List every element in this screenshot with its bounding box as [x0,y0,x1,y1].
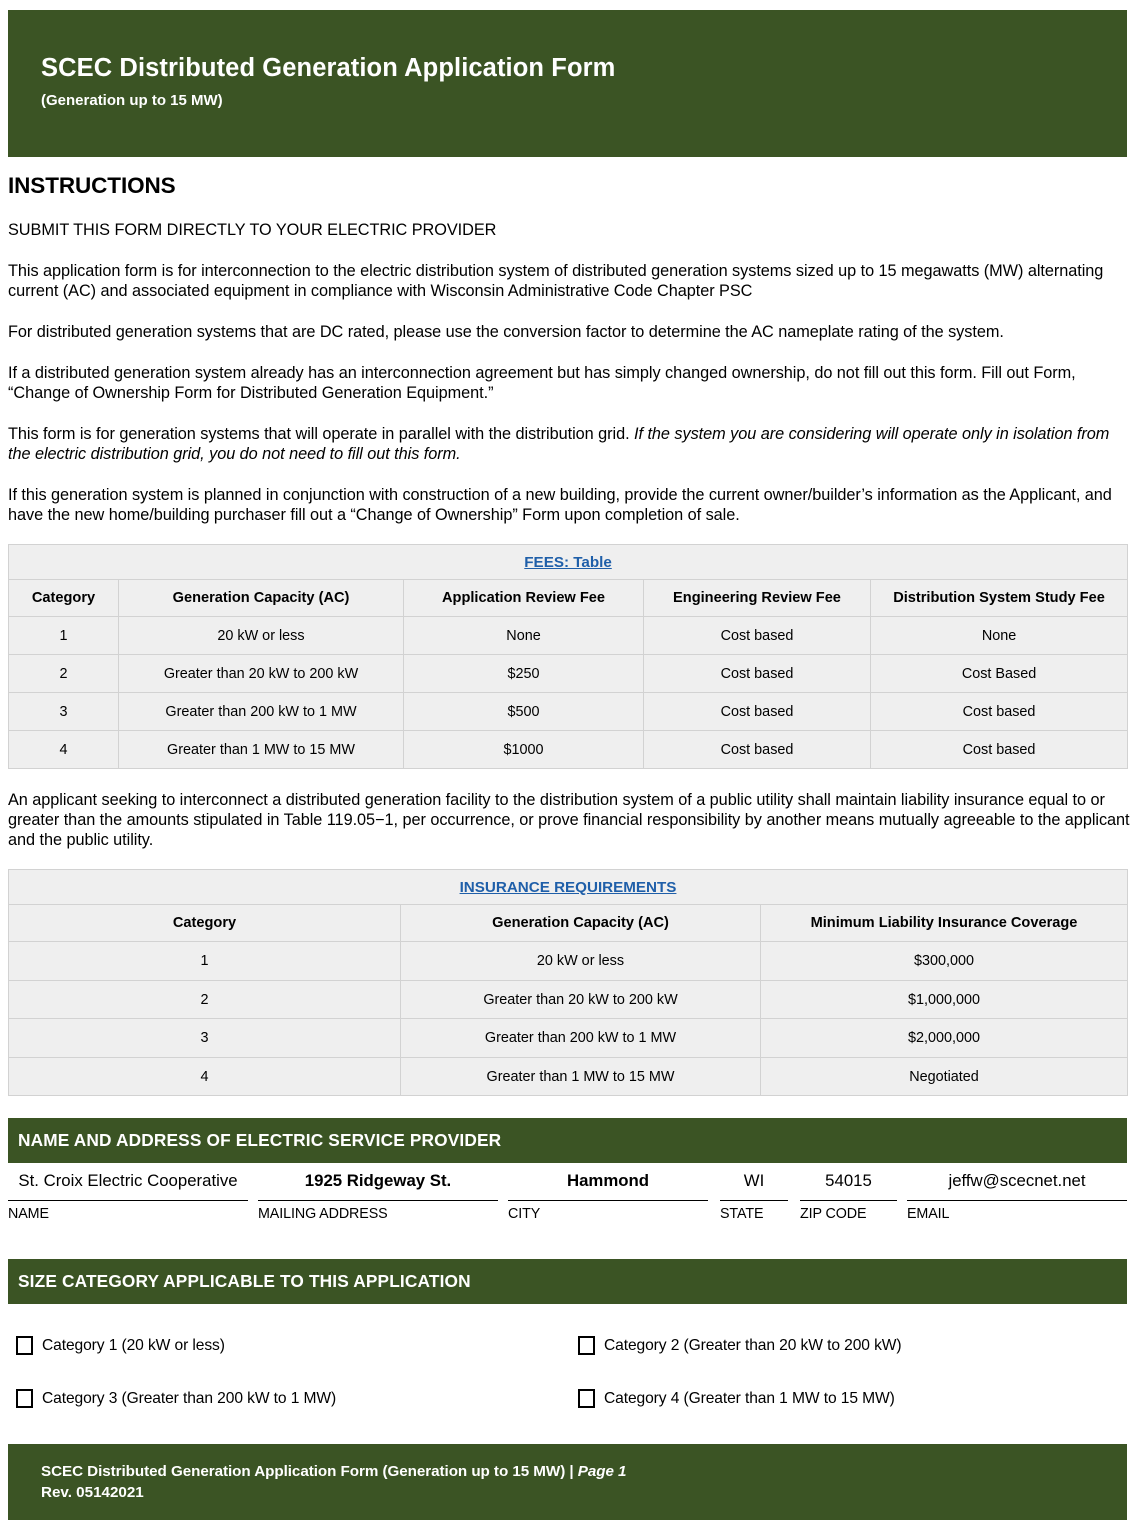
table-cell: Greater than 1 MW to 15 MW [119,731,404,769]
document-footer-banner [8,1444,1127,1520]
table-cell: Cost based [644,693,871,731]
provider-zip-value[interactable]: 54015 [825,1171,872,1191]
table-cell: 1 [9,942,401,981]
checkbox-icon[interactable] [16,1336,33,1355]
table-cell: 2 [9,980,401,1019]
insurance-table-title-cell [9,870,1128,905]
provider-mailing-address-value[interactable]: 1925 Ridgeway St. [304,1171,452,1191]
field-underline [8,1200,248,1201]
size-category-section-bar: SIZE CATEGORY APPLICABLE TO THIS APPLICATION [8,1259,1127,1304]
table-cell: Greater than 20 kW to 200 kW [119,655,404,693]
insurance-table-header-row [9,905,1128,942]
provider-email-label: EMAIL [907,1206,950,1223]
insurance-col-header-minimum-coverage: Minimum Liability Insurance Coverage [761,905,1128,942]
field-zip-code [800,1165,897,1222]
instructions-paragraph-4 [8,424,1132,464]
page-subtitle: (Generation up to 15 MW) [41,92,223,110]
submit-directive-text: SUBMIT THIS FORM DIRECTLY TO YOUR ELECTRIC PROVIDER [8,221,497,239]
table-cell: Greater than 1 MW to 15 MW [401,1057,761,1096]
fees-col-header-engineering-review-fee: Engineering Review Fee [644,580,871,617]
checkbox-label-category-3: Category 3 (Greater than 200 kW to 1 MW) [42,1389,337,1407]
fees-table-title-row [9,545,1128,580]
provider-zip-label: ZIP CODE [800,1206,867,1223]
insurance-col-header-category: Category [9,905,401,942]
table-cell: None [871,617,1128,655]
table-cell: Greater than 20 kW to 200 kW [401,980,761,1019]
checkbox-icon[interactable] [16,1389,33,1408]
instructions-paragraph-3: If a distributed generation system already has an interconnection agreement but has simply changed ownership, do not fill out this form. Fill out Form, “Change of Ownership Form for Distributed Generation Equipment.” [8,364,1076,403]
table-cell: None [404,617,644,655]
provider-section-bar: NAME AND ADDRESS OF ELECTRIC SERVICE PROVIDER [8,1118,1127,1163]
table-cell: $500 [404,693,644,731]
table-cell: 20 kW or less [401,942,761,981]
table-cell: Negotiated [761,1057,1128,1096]
insurance-col-header-capacity: Generation Capacity (AC) [401,905,761,942]
table-row [9,1057,1128,1096]
table-cell: Cost based [644,655,871,693]
table-cell: Cost based [644,731,871,769]
table-row [9,942,1128,981]
table-cell: $1,000,000 [761,980,1128,1019]
insurance-table-title-row [9,870,1128,905]
provider-name-value[interactable]: St. Croix Electric Cooperative [18,1171,238,1191]
field-state [720,1165,788,1222]
table-row [9,731,1128,769]
table-cell: $250 [404,655,644,693]
fees-col-header-distribution-study-fee: Distribution System Study Fee [871,580,1128,617]
provider-fields-row [8,1165,1132,1237]
fees-col-header-application-review-fee: Application Review Fee [404,580,644,617]
checkbox-icon[interactable] [578,1389,595,1408]
checkbox-label-category-4: Category 4 (Greater than 1 MW to 15 MW) [604,1389,895,1407]
checkbox-icon[interactable] [578,1336,595,1355]
fees-table [8,544,1128,769]
footer-form-title [41,1463,1127,1480]
instructions-paragraph-2: For distributed generation systems that are DC rated, please use the conversion factor to determine the AC nameplate rating of the system. [8,323,1004,342]
table-cell: Greater than 200 kW to 1 MW [401,1019,761,1058]
table-cell: Cost based [871,731,1128,769]
table-cell: $2,000,000 [761,1019,1128,1058]
provider-email-value[interactable]: jeffw@scecnet.net [948,1171,1086,1191]
field-underline [258,1200,498,1201]
fees-table-title-link[interactable]: FEES: Table [524,553,612,571]
fees-col-header-capacity: Generation Capacity (AC) [119,580,404,617]
table-row [9,617,1128,655]
fees-table-title-cell [9,545,1128,580]
provider-mailing-address-label: MAILING ADDRESS [258,1206,388,1223]
checkbox-row-category-2[interactable] [578,1336,902,1355]
field-underline [508,1200,708,1201]
checkbox-row-category-3[interactable] [16,1389,336,1408]
table-row [9,1019,1128,1058]
table-cell: $300,000 [761,942,1128,981]
footer-revision: Rev. 05142021 [41,1484,144,1501]
table-cell: 3 [9,1019,401,1058]
table-cell: Greater than 200 kW to 1 MW [119,693,404,731]
table-cell: Cost based [644,617,871,655]
size-category-checkbox-grid [8,1336,1132,1428]
field-name [8,1165,248,1222]
field-underline [800,1200,897,1201]
instructions-heading: INSTRUCTIONS [8,173,176,198]
footer-title-text: SCEC Distributed Generation Application Form (Generation up to 15 MW) | [41,1463,578,1480]
table-cell: 20 kW or less [119,617,404,655]
table-cell: Cost based [871,693,1128,731]
fees-table-header-row [9,580,1128,617]
instructions-paragraph-5: If this generation system is planned in conjunction with construction of a new building, provide the current owner/builder’s information as the Applicant, and have the new home/building purchaser fill out a “Change of Ownership” Form upon completion of sale. [8,486,1112,525]
checkbox-label-category-1: Category 1 (20 kW or less) [42,1336,225,1354]
table-cell: 1 [9,617,119,655]
table-cell: 2 [9,655,119,693]
instructions-paragraph-1: This application form is for interconnection to the electric distribution system of distributed generation systems sized up to 15 megawatts (MW) alternating current (AC) and associated equipment in compliance with Wisconsin Administrative Code Chapter PSC [8,262,1104,301]
provider-city-value[interactable]: Hammond [566,1171,650,1191]
document-body [8,162,1132,1428]
page-title: SCEC Distributed Generation Application Form [41,54,616,82]
field-underline [907,1200,1127,1201]
field-city [508,1165,708,1222]
table-cell: 4 [9,731,119,769]
field-underline [720,1200,788,1201]
checkbox-row-category-1[interactable] [16,1336,225,1355]
table-cell: 3 [9,693,119,731]
paragraph-4-italic-text: If the system you are considering will operate only in isolation from the electric distribution grid, you do not need to fill out this form. [8,425,1110,464]
document-header-banner [8,10,1127,157]
checkbox-label-category-2: Category 2 (Greater than 20 kW to 200 kW) [604,1336,902,1354]
provider-city-label: CITY [508,1206,541,1223]
provider-name-label: NAME [8,1206,49,1223]
insurance-requirements-table [8,869,1128,1096]
table-cell: Cost Based [871,655,1128,693]
insurance-requirement-paragraph: An applicant seeking to interconnect a distributed generation facility to the distribution system of a public utility shall maintain liability insurance equal to or greater than the amounts stipulated in Table 119.05−1, per occurrence, or prove financial responsibility by another means mutually agreeable to the applicant and the public utility. [8,791,1130,850]
checkbox-row-category-4[interactable] [578,1389,895,1408]
provider-state-value[interactable]: WI [743,1171,765,1191]
provider-state-label: STATE [720,1206,764,1223]
table-row [9,693,1128,731]
fees-col-header-category: Category [9,580,119,617]
table-cell: 4 [9,1057,401,1096]
field-mailing-address [258,1165,498,1222]
footer-page-number: Page 1 [577,1463,627,1480]
field-email [907,1165,1127,1222]
table-row [9,655,1128,693]
paragraph-4-plain-text: This form is for generation systems that will operate in parallel with the distribution grid. [8,425,635,444]
table-row [9,980,1128,1019]
table-cell: $1000 [404,731,644,769]
insurance-table-title-link[interactable]: INSURANCE REQUIREMENTS [459,878,677,896]
